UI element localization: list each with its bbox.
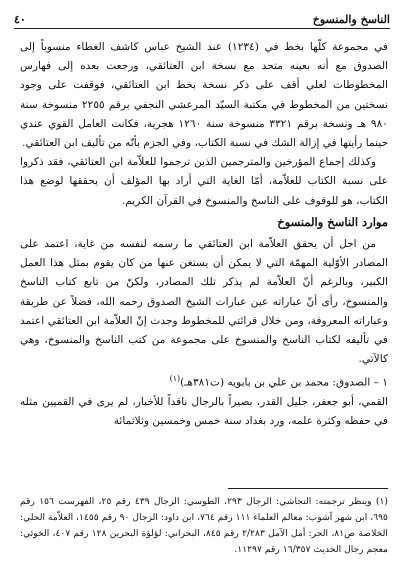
footnote-reference: (١): [169, 374, 181, 384]
list-item: [20, 369, 388, 393]
paragraph: وكذلك إجماع المؤرخين والمترجمين الذين ترجموا للعلاّمة ابن العتائقي، فقد ذكروا على نسبة الكتاب للعلاّمة، أمّا الغاية التي أراد بها المؤلف أن يحققها لوضع هذا الكتاب، هو للوقوف على الناسخ والمنسوخ في القرآن الكريم.: [20, 156, 388, 207]
paragraph: في مجموعة كلّها بخط في (١٢٣٤) عند الشيخ عباس كاشف الغطاء منسوباً إلى الصدوق مع أنه بعينه متحد مع نسخة ابن العتائقي، ورجعت بعده إلى فهارس المخطوطات لعلي أقف على ذكر نسخة بخط ابن العتائقي، فوقفت على وجود نسختين من المخطوط في مكتبة السيّد المرعشي النجفي برقم ٢٢٥٥ منسوخة سنة ٩٨٠ هـ ونسخة برقم ٣٣٢١ منسوخة سنة ١٢٦٠ هجرية، فكانت العامل القوي عندي حينما رأيتها في إزالة الشك في نسبة الكتاب، وفي الجزم بأنّه من تأليف ابن العتائقي.: [20, 41, 389, 150]
paragraph: من اجل أن يحقق العلاّمة ابن العتائقي ما رسمه لنفسه من غاية، اعتمد على المصادر الأوّلية المهمّة التي لا يمكن أن يستغن عنها من كان يقوم بمثل هذا العمل الكبير، وبالرغم أنّ العلاّمة لم يذكر تلك المصادر، ولكنّ من تابع كتاب الناسخ والمنسوخ، رأى أنّ عباراته عين عبارات الشيخ الصدوق رحمه الله، فضلاً عن طريقة وعباراته المعروفة، ومن خلال قرائتي للمخطوط وجدت إنّ العلاّمة ابن العتائقي اعتمد في تأليفه لكتاب الناسخ والمنسوخ على مجموعة من كتب الناسخ والمنسوخ، وهي كالآتي.: [20, 238, 388, 366]
running-title: الناسخ والمنسوخ: [312, 13, 390, 26]
section-heading: موارد الناسخ والمنسوخ: [277, 214, 388, 229]
page-number: ٤٠: [14, 13, 26, 26]
paragraph: القمي، أبو جعفر، جليل القدر، بصيراً بالرجال ناقداً للأخبار، لم يرى في القميين مثله في حفظه وكثرة علمه، ورد بغداد سنة خمس وخمسين وثلاثمائة: [20, 396, 388, 428]
page-header: [14, 4, 390, 29]
list-item-title: ١ – الصدوق: محمد بن علي بن بابويه (ت٣٨١هـ): [180, 376, 388, 389]
main-text: [20, 38, 388, 432]
footnote-divider: [228, 488, 388, 489]
footnote: (١) وينظر ترجمته: النجاشي: الرجال ٢٩٣، الطوسي: الرجال ٤٣٩ رقم ٢٥، الفهرست ١٥٦ رقم ٦٩٥، ابن شهر آشوب: معالم العلماء ١١١ رقم ٧٦٤، ابن داود: الرجال ٩٠ رقم ١٤٥٥، العلاّمة الحلي: الخلاصة ص٨١، الحر: أمل الآمل ٢/٢٨٣ رقم ٨٤٥، البحراني: لؤلؤة البحرين ١٢٨ رقم ٤٠٧، الخوئي: معجم رجال الحديث ١٦/٣٥٧ رقم ١١٢٩٧.: [20, 496, 388, 555]
footnotes: [20, 494, 388, 558]
